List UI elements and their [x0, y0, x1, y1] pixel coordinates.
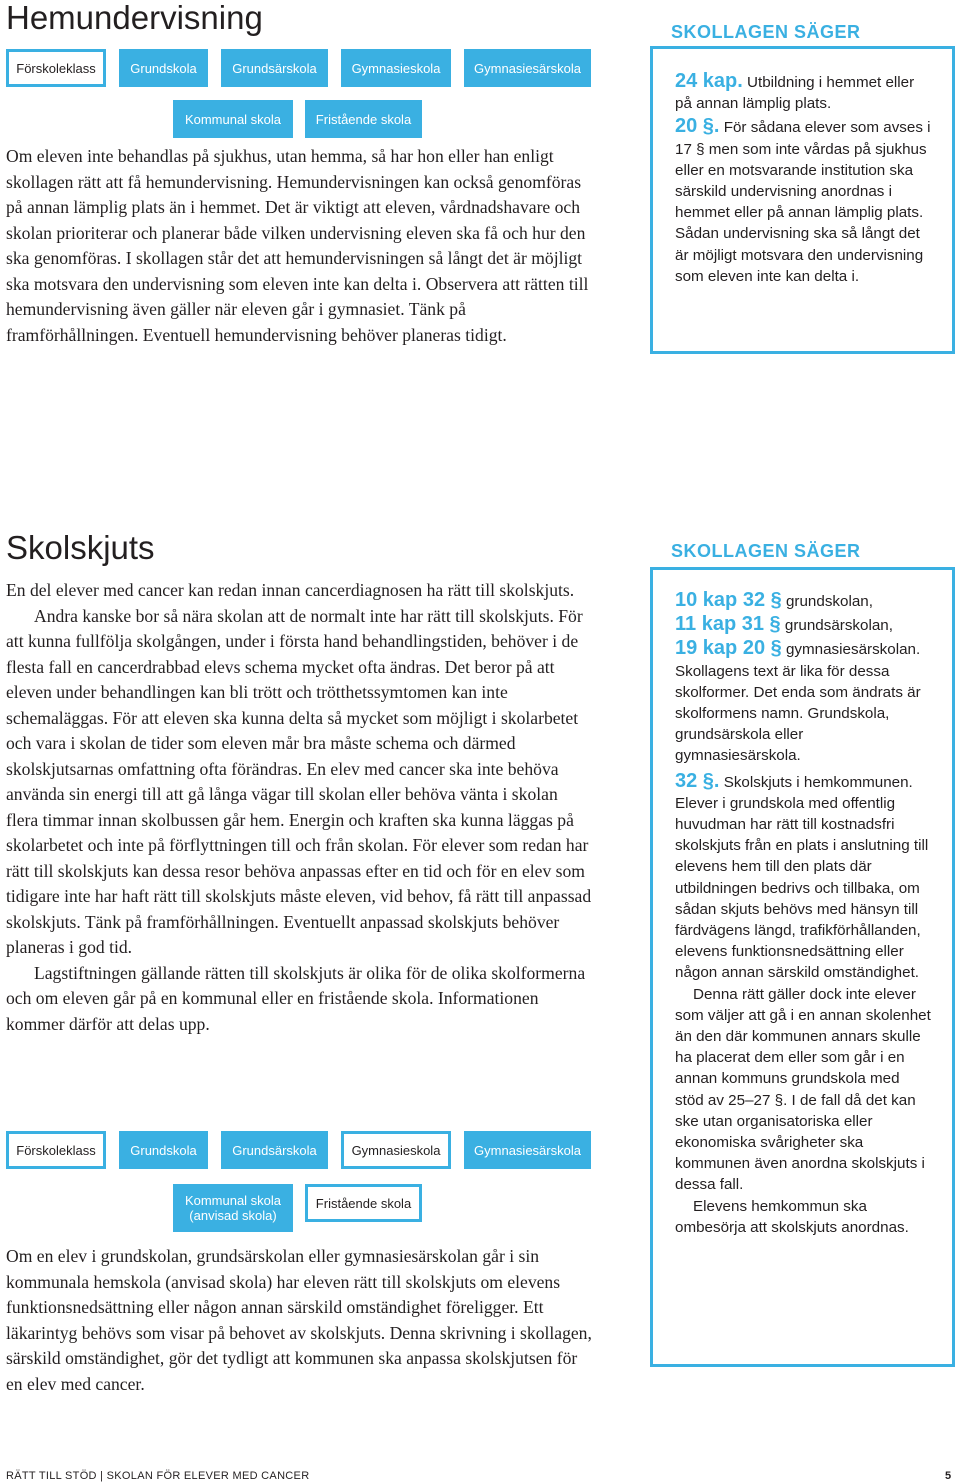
- law-text-exception: Denna rätt gäller dock inte elever som väljer att gå i en annan skolenhet än den där kommunen annars skulle ha placerat dem eller som går i en annan kommuns grundskola med stöd av 25–27 §. I de fall då det kan ske utan organisatoriska eller ekonomiska svårigheter ska kommunen även anordna skolskjuts i dessa fall.: [675, 985, 931, 1194]
- section-title-hemundervisning: Hemundervisning: [6, 0, 263, 36]
- law-reference: 10 kap 32 §: [675, 589, 782, 611]
- tag-kommunal-skola[interactable]: Kommunal skola: [173, 100, 293, 138]
- tag-gymnasieskola[interactable]: Gymnasieskola: [341, 1131, 451, 1169]
- law-19-kap-20: 19 kap 20 § gymnasiesärskolan. Skollagens text är lika för dessa skolformer. Det enda som ändrats är skolformens namn. Grundskola, grundsärskola eller gymnasiesärskola.: [675, 637, 921, 765]
- paragraph: Lagstiftningen gällande rätten till skolskjuts är olika för de olika skolformerna och om eleven går på en kommunal eller en fristående skola. Informationen kommer därför att delas upp.: [6, 962, 586, 1034]
- tag-fristaende-skola[interactable]: Fristående skola: [305, 1184, 422, 1222]
- skollagen-box-hemundervisning: [650, 46, 955, 354]
- law-reference: 24 kap.: [675, 70, 743, 92]
- paragraph: Andra kanske bor så nära skolan att de normalt inte har rätt till skolskjuts. För att kunna fullfölja skolgången, under i första hand behandlingstiden, behöver i de flesta fall en cancerdrabbad elevs schema mycket ofta ändras. Det beror på att eleven under behandlingen kan bli trött och trötthetssymtomen kan inte schemaläggas. För att eleven ska kunna delta så mycket som möjligt i skolarbetet och vara i skolan de tider som eleven mår bra måste schema och därmed skolskjutsarnas omfattning ofta förändras. En elev med cancer ska inte behöva använda sin energi till att gå långa vägar till skolan eller behöva vänta i skolan flera timmar innan skolbussen går hem. Energin och kraften ska kunna läggas på skolarbetet och inte på förflyttningen till och från skolan. För elever som redan har rätt till skolskjuts kan dessa resor behöva anpassas efter en tid och för en elev som tidigare inte har haft rätt till skolskjuts måste eleven, vid behov, få rätt till anpassad skolskjuts. Tänk på framförhållningen. Eventuellt anpassad skolskjuts behöver planeras i god tid.: [6, 605, 592, 957]
- tag-fristaende-skola[interactable]: Fristående skola: [305, 100, 422, 138]
- law-reference: 20 §.: [675, 115, 720, 138]
- paragraph: En del elever med cancer kan redan innan cancerdiagnosen ha rätt till skolskjuts.: [6, 580, 575, 600]
- law-11-kap-31: 11 kap 31 § grundsärskolan,: [675, 613, 893, 636]
- section-title-skolskjuts: Skolskjuts: [6, 529, 155, 566]
- tag-grundskola[interactable]: Grundskola: [119, 49, 208, 87]
- hemundervisning-paragraph: Om eleven inte behandlas på sjukhus, utan hemma, så har hon eller han enligt skollagen rätt att få hemundervisning. Hemundervisningen kan också genomföras på annan lämplig plats än i hemmet. Det är viktigt att eleven, vårdnadshavare och skolan prioriterar och planerar både vilken undervisning eleven ska få och hur den ska genomföras. I skollagen står det att hemundervisningen så långt det är möjligt ska motsvara den undervisning som eleven inte kan delta i. Observera att rätten till hemundervisning även gäller när eleven går i gymnasiet. Tänk på framförhållningen. Eventuell hemundervisning behöver planeras tidigt.: [6, 146, 589, 345]
- tag-grundsarskola[interactable]: Grundsärskola: [221, 49, 328, 87]
- tag-grundskola[interactable]: Grundskola: [119, 1131, 208, 1169]
- law-20-paragraf: 20 §. För sådana elever som avses i 17 § men som inte vårdas på sjukhus eller en motsvarande institution ska särskild undervisning anordnas i hemmet eller på annan lämplig plats. Sådan undervisning ska så långt det är möjligt motsvara den undervisning som eleven inte kan delta i.: [675, 115, 931, 285]
- tag-forskoleklass[interactable]: Förskoleklass: [6, 1131, 106, 1169]
- tag-gymnasieskola[interactable]: Gymnasieskola: [341, 49, 451, 87]
- law-32-paragraf: 32 §. Skolskjuts i hemkommunen. Elever i grundskola med offentlig huvudman har rätt till kostnadsfri skolskjuts från en plats i anslutning till elevens hem till den plats där utbildningen bedrivs och tillbaka, om sådan skjuts behövs med hänsyn till färdvägens längd, trafikförhållanden, elevens funktionsnedsättning eller någon annan särskild omständighet.: [675, 769, 929, 982]
- tag-gymnasiesarskola[interactable]: Gymnasiesärskola: [464, 1131, 591, 1169]
- sidebar-heading: SKOLLAGEN SÄGER: [671, 541, 861, 561]
- law-reference: 11 kap 31 §: [675, 613, 781, 636]
- footer-publication-title: RÄTT TILL STÖD | SKOLAN FÖR ELEVER MED CANCER: [6, 1470, 310, 1482]
- skolskjuts-intro: [6, 578, 594, 1037]
- skolskjuts-kommunal-paragraph: Om en elev i grundskolan, grundsärskolan eller gymnasiesärskolan går i sin kommunala hemskola (anvisad skola) har eleven rätt till skolskjuts om elevens funktionsnedsättning eller någon annan särskild omständighet föreligger. Ett läkarintyg behövs som visar på behovet av skolskjuts. Denna skrivning i skollagen, särskild omständighet, gör det tydligt att kommunen ska anpassa skolskjutsen för en elev med cancer.: [6, 1246, 592, 1394]
- law-10-kap-32: 10 kap 32 § grundskolan,: [675, 589, 873, 611]
- law-reference: 19 kap 20 §: [675, 637, 782, 660]
- sidebar-heading: SKOLLAGEN SÄGER: [671, 22, 861, 42]
- page-number: 5: [945, 1470, 952, 1482]
- law-reference: 32 §.: [675, 769, 720, 792]
- law-24-kap: 24 kap. Utbildning i hemmet eller på annan lämplig plats.: [675, 70, 915, 113]
- skollagen-box-skolskjuts: [650, 567, 955, 1367]
- tag-kommunal-skola-anvisad[interactable]: Kommunal skola (anvisad skola): [173, 1184, 293, 1232]
- law-text-hemkommun: Elevens hemkommun ska ombesörja att skolskjuts anordnas.: [675, 1197, 909, 1236]
- tag-grundsarskola[interactable]: Grundsärskola: [221, 1131, 328, 1169]
- tag-forskoleklass[interactable]: Förskoleklass: [6, 49, 106, 87]
- tag-gymnasiesarskola[interactable]: Gymnasiesärskola: [464, 49, 591, 87]
